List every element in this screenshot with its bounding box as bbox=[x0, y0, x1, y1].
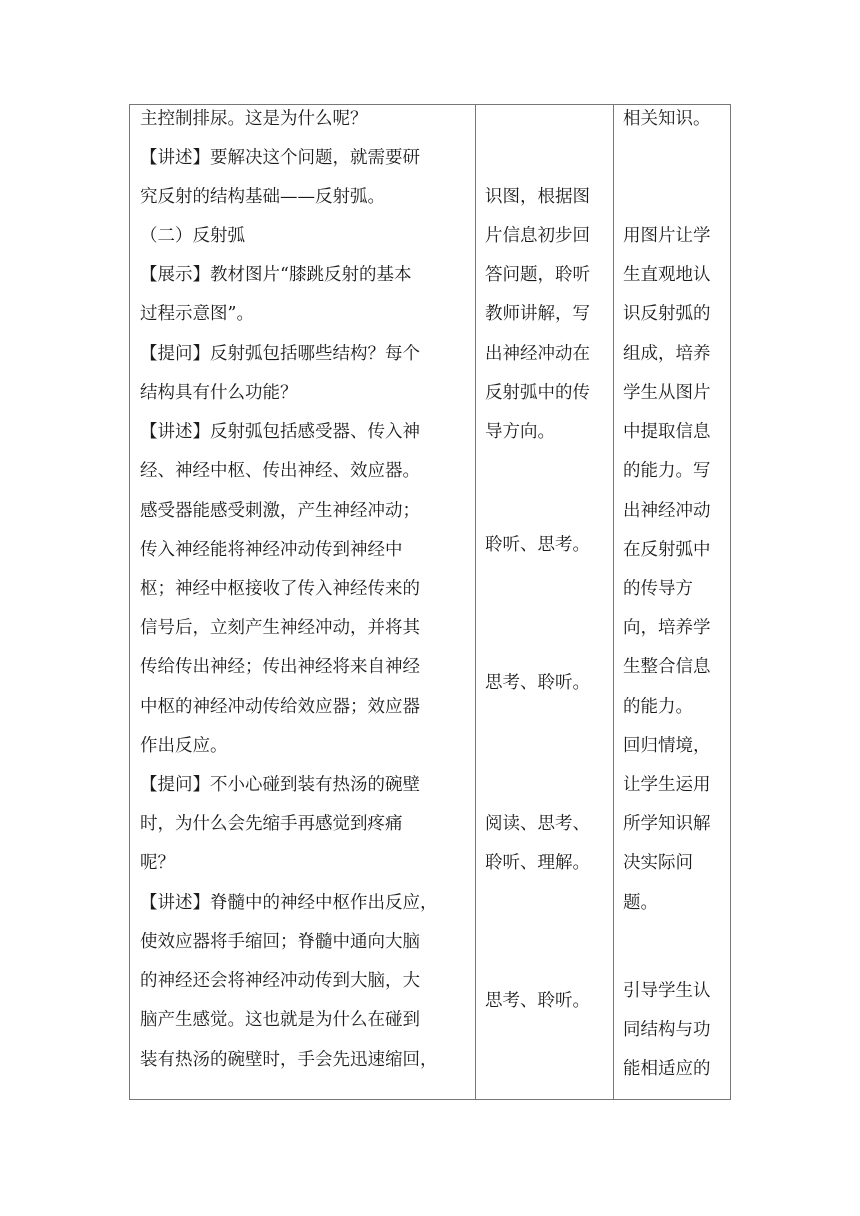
text-line: 思考、聆听。 bbox=[485, 673, 590, 693]
text-line: 导方向。 bbox=[485, 422, 555, 442]
text-line: （二）反射弧 bbox=[140, 226, 245, 246]
text-line: 引导学生认 bbox=[623, 981, 711, 1001]
text-line: 的传导方 bbox=[623, 579, 693, 599]
text-line: 的能力。写 bbox=[623, 461, 711, 481]
text-line: 向，培养学 bbox=[623, 618, 711, 638]
text-line: 聆听、理解。 bbox=[485, 853, 590, 873]
text-line: 让学生运用 bbox=[623, 775, 711, 795]
text-line: 题。 bbox=[623, 893, 658, 913]
text-line: 主控制排尿。这是为什么呢？ bbox=[140, 109, 368, 129]
design-intent-column bbox=[613, 105, 731, 1099]
text-line: 组成，培养 bbox=[623, 344, 711, 364]
text-line: 思考、聆听。 bbox=[485, 991, 590, 1011]
text-line: 出神经冲动 bbox=[623, 501, 711, 521]
text-line: 出神经冲动在 bbox=[485, 344, 590, 364]
text-line: 识反射弧的 bbox=[623, 304, 711, 324]
text-line: 【展示】教材图片“膝跳反射的基本 bbox=[140, 265, 412, 285]
text-line: 感受器能感受刺激，产生神经冲动； bbox=[140, 501, 420, 521]
text-line: 用图片让学 bbox=[623, 226, 711, 246]
text-line: 生整合信息 bbox=[623, 657, 711, 677]
text-line: 【提问】反射弧包括哪些结构？每个 bbox=[140, 344, 420, 364]
text-line: 【讲述】脊髓中的神经中枢作出反应， bbox=[140, 893, 438, 913]
text-line: 呢？ bbox=[140, 853, 175, 873]
text-line: 脑产生感觉。这也就是为什么在碰到 bbox=[140, 1010, 420, 1030]
text-line: 过程示意图”。 bbox=[140, 304, 254, 324]
text-line: 生直观地认 bbox=[623, 265, 711, 285]
lesson-table bbox=[129, 104, 731, 1100]
text-line: 阅读、思考、 bbox=[485, 814, 590, 834]
teacher-activity-column bbox=[130, 105, 475, 1099]
text-line: 回归情境， bbox=[623, 736, 711, 756]
text-line: 时，为什么会先缩手再感觉到疼痛 bbox=[140, 814, 403, 834]
text-line: 中提取信息 bbox=[623, 422, 711, 442]
text-line: 作出反应。 bbox=[140, 736, 228, 756]
text-line: 使效应器将手缩回；脊髓中通向大脑 bbox=[140, 932, 420, 952]
text-line: 【讲述】反射弧包括感受器、传入神 bbox=[140, 422, 420, 442]
text-line: 同结构与功 bbox=[623, 1020, 711, 1040]
text-line: 经、神经中枢、传出神经、效应器。 bbox=[140, 461, 420, 481]
text-line: 中枢的神经冲动传给效应器；效应器 bbox=[140, 697, 420, 717]
text-line: 结构具有什么功能？ bbox=[140, 383, 298, 403]
text-line: 信号后，立刻产生神经冲动，并将其 bbox=[140, 618, 420, 638]
text-line: 片信息初步回 bbox=[485, 226, 590, 246]
text-line: 传入神经能将神经冲动传到神经中 bbox=[140, 540, 403, 560]
text-line: 教师讲解，写 bbox=[485, 304, 590, 324]
text-line: 【提问】不小心碰到装有热汤的碗壁 bbox=[140, 775, 420, 795]
text-line: 聆听、思考。 bbox=[485, 535, 590, 555]
text-line: 相关知识。 bbox=[623, 109, 711, 129]
text-line: 【讲述】要解决这个问题，就需要研 bbox=[140, 148, 420, 168]
text-line: 学生从图片 bbox=[623, 383, 711, 403]
text-line: 传给传出神经；传出神经将来自神经 bbox=[140, 657, 420, 677]
text-line: 的能力。 bbox=[623, 697, 693, 717]
text-line: 所学知识解 bbox=[623, 814, 711, 834]
text-line: 在反射弧中 bbox=[623, 540, 711, 560]
text-line: 答问题，聆听 bbox=[485, 265, 590, 285]
text-line: 反射弧中的传 bbox=[485, 383, 590, 403]
text-line: 识图，根据图 bbox=[485, 187, 590, 207]
text-line: 枢；神经中枢接收了传入神经传来的 bbox=[140, 579, 420, 599]
student-activity-column bbox=[475, 105, 614, 1099]
text-line: 决实际问 bbox=[623, 853, 693, 873]
text-line: 的神经还会将神经冲动传到大脑，大 bbox=[140, 971, 420, 991]
text-line: 装有热汤的碗壁时，手会先迅速缩回， bbox=[140, 1050, 438, 1070]
text-line: 究反射的结构基础——反射弧。 bbox=[140, 187, 385, 207]
text-line: 能相适应的 bbox=[623, 1059, 711, 1079]
